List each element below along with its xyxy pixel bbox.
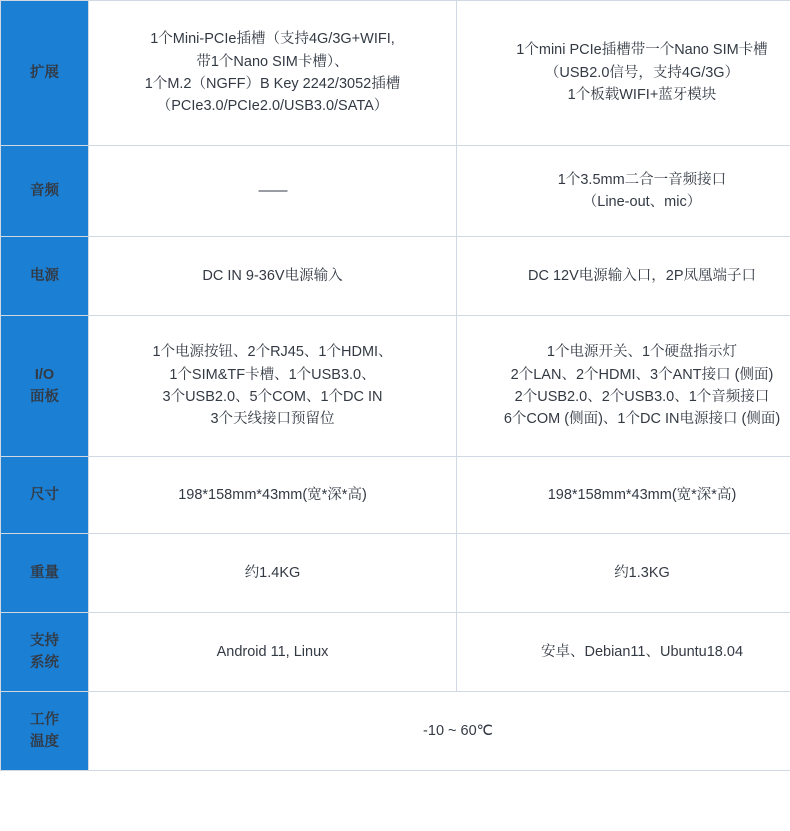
table-row <box>1 1 790 146</box>
cell-audio-model-b <box>457 146 790 237</box>
table-row <box>1 613 790 692</box>
row-label-supported-os <box>1 613 89 692</box>
cell-line: -10 ~ 60℃ <box>95 720 790 742</box>
cell-power-model-b <box>457 237 790 316</box>
row-label-text: 面板 <box>7 386 82 408</box>
cell-size-model-a <box>89 457 457 534</box>
cell-line: 约1.3KG <box>463 562 790 584</box>
cell-line: DC IN 9-36V电源输入 <box>95 265 450 287</box>
cell-line: 1个电源开关、1个硬盘指示灯 <box>463 341 790 363</box>
row-label-text: 温度 <box>7 731 82 753</box>
row-label-power <box>1 237 89 316</box>
row-label-text: 系统 <box>7 652 82 674</box>
cell-line: 1个板载WIFI+蓝牙模块 <box>463 84 790 106</box>
cell-line: 3个USB2.0、5个COM、1个DC IN <box>95 386 450 408</box>
cell-line: 1个Mini-PCIe插槽（支持4G/3G+WIFI, <box>95 28 450 50</box>
bottom-spacer <box>0 771 790 831</box>
row-label-text: 扩展 <box>7 62 82 84</box>
cell-line: 约1.4KG <box>95 562 450 584</box>
cell-os-model-b <box>457 613 790 692</box>
cell-line: 2个LAN、2个HDMI、3个ANT接口 (侧面) <box>463 364 790 386</box>
row-label-operating-temperature <box>1 692 89 771</box>
cell-expansion-model-a <box>89 1 457 146</box>
cell-power-model-a <box>89 237 457 316</box>
cell-line: 3个天线接口预留位 <box>95 408 450 430</box>
cell-os-model-a <box>89 613 457 692</box>
row-label-size <box>1 457 89 534</box>
cell-line: DC 12V电源输入口，2P凤凰端子口 <box>463 265 790 287</box>
row-label-audio <box>1 146 89 237</box>
cell-line: 带1个Nano SIM卡槽）、 <box>95 51 450 73</box>
cell-line: 1个M.2（NGFF）B Key 2242/3052插槽 <box>95 73 450 95</box>
cell-line: —— <box>95 179 450 202</box>
cell-line: 198*158mm*43mm(宽*深*高) <box>463 484 790 506</box>
cell-weight-model-a <box>89 534 457 613</box>
cell-line: （USB2.0信号，支持4G/3G） <box>463 62 790 84</box>
cell-io-model-a <box>89 316 457 457</box>
row-label-weight <box>1 534 89 613</box>
cell-line: 198*158mm*43mm(宽*深*高) <box>95 484 450 506</box>
row-label-text: 音频 <box>7 180 82 202</box>
cell-line: 1个电源按钮、2个RJ45、1个HDMI、 <box>95 341 450 363</box>
cell-line: 安卓、Debian11、Ubuntu18.04 <box>463 641 790 663</box>
cell-expansion-model-b <box>457 1 790 146</box>
cell-line: 6个COM (侧面)、1个DC IN电源接口 (侧面) <box>463 408 790 430</box>
row-label-io-panel <box>1 316 89 457</box>
cell-line: 2个USB2.0、2个USB3.0、1个音频接口 <box>463 386 790 408</box>
table-row <box>1 237 790 316</box>
cell-size-model-b <box>457 457 790 534</box>
cell-line: （PCIe3.0/PCIe2.0/USB3.0/SATA） <box>95 95 450 117</box>
cell-audio-model-a <box>89 146 457 237</box>
row-label-text: 电源 <box>7 265 82 287</box>
cell-line: 1个3.5mm二合一音频接口 <box>463 169 790 191</box>
table-row <box>1 146 790 237</box>
cell-line: 1个SIM&TF卡槽、1个USB3.0、 <box>95 364 450 386</box>
table-row <box>1 534 790 613</box>
row-label-text: 尺寸 <box>7 484 82 506</box>
cell-operating-temperature-merged <box>89 692 790 771</box>
cell-line: （Line-out、mic） <box>463 191 790 213</box>
table-row <box>1 457 790 534</box>
row-label-text: 工作 <box>7 709 82 731</box>
cell-weight-model-b <box>457 534 790 613</box>
table-row <box>1 692 790 771</box>
table-row <box>1 316 790 457</box>
cell-line: 1个mini PCIe插槽带一个Nano SIM卡槽 <box>463 39 790 61</box>
cell-io-model-b <box>457 316 790 457</box>
row-label-expansion <box>1 1 89 146</box>
row-label-text: I/O <box>7 364 82 386</box>
cell-line: Android 11, Linux <box>95 641 450 663</box>
row-label-text: 支持 <box>7 630 82 652</box>
row-label-text: 重量 <box>7 562 82 584</box>
